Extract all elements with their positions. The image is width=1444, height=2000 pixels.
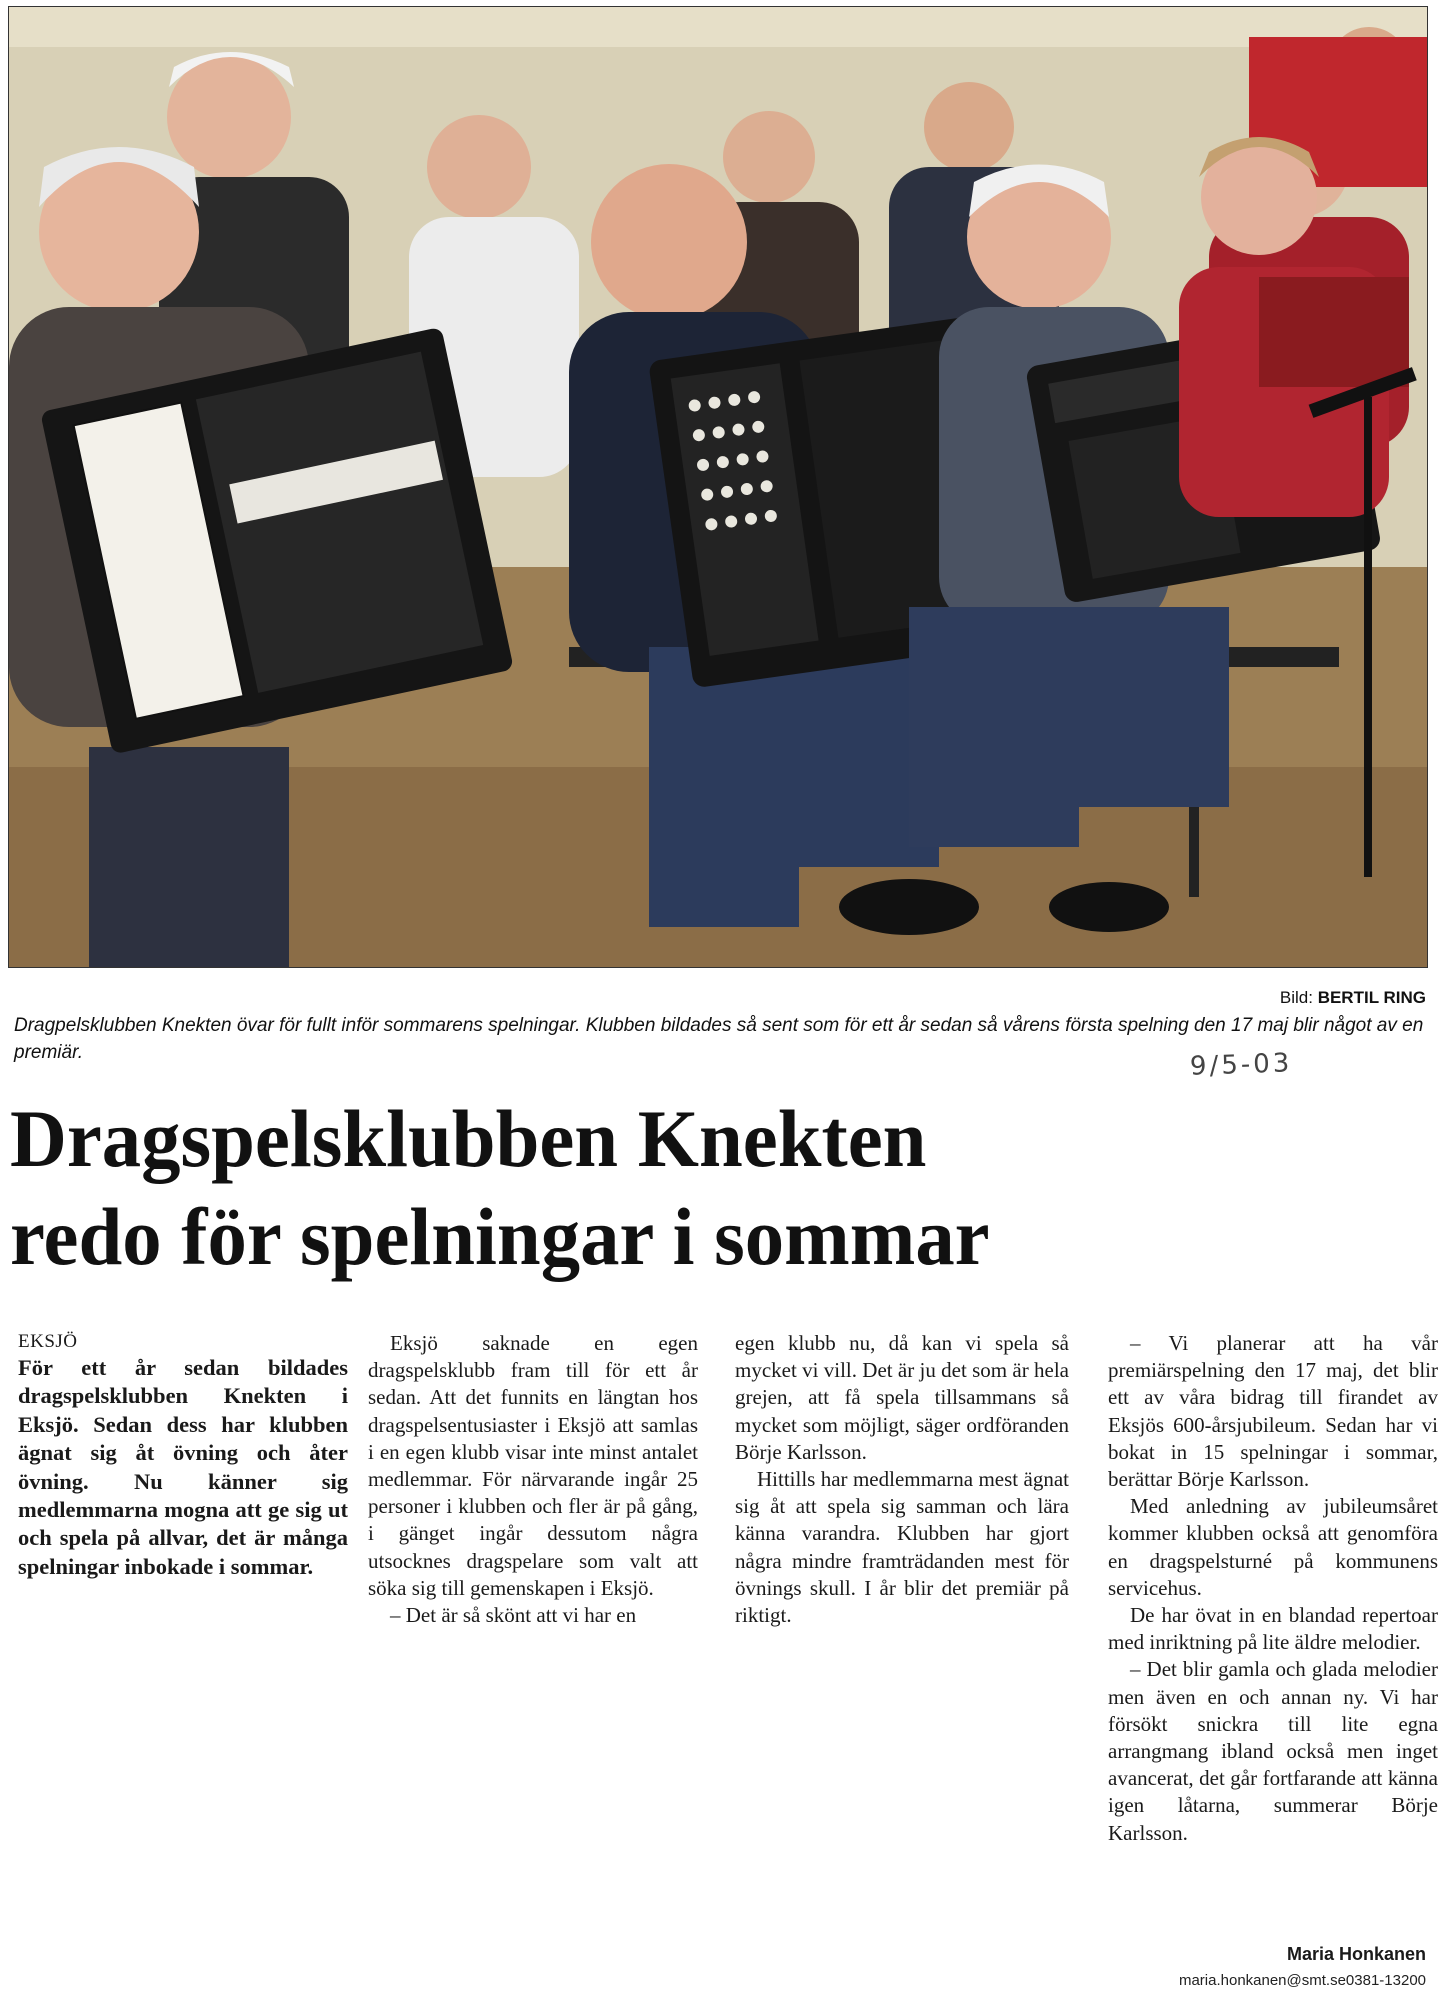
headline-line-2: redo för spelningar i sommar: [10, 1191, 990, 1282]
article-column-2: [368, 1330, 698, 1629]
article-column-4: [1108, 1330, 1438, 1847]
paragraph: – Det blir gamla och glada melodier men även en och annan ny. Vi har försökt snickra till lite egna arrangmang ibland också men inget avancerat, det går fortfarande att känna igen låtarna, summerar Börje Karlsson.: [1108, 1657, 1438, 1845]
paragraph: egen klubb nu, då kan vi spela så mycket vi vill. Det är ju det som är hela grejen, att få spela tillsammans så mycket som möjligt, säger ordföranden Börje Karlsson.: [735, 1331, 1069, 1464]
paragraph: De har övat in en blandad repertoar med inriktning på lite äldre melodier.: [1108, 1603, 1438, 1655]
handwritten-date: 9/5-03: [1189, 1048, 1293, 1082]
paragraph: – Vi planerar att ha vår premiärspelning den 17 maj, det blir ett av våra bidrag till firandet av Eksjös 600-årsjubileum. Sedan har vi bokat in 15 spelningar i sommar, berättar Börje Karlsson.: [1108, 1331, 1438, 1492]
article-column-3: [735, 1330, 1069, 1629]
dateline: EKSJÖ: [18, 1331, 78, 1352]
paragraph: Eksjö saknade en egen dragspelsklubb fram till för ett år sedan. Att det funnits en längtan hos dragspelsentusiaster i Eksjö att samlas i en egen klubb visar inte minst antalet medlemmar. För närvarande ingår 25 personer i klubben och fler är på gång, i gänget ingår dessutom några utsocknes dragspelare som valt att söka sig till gemenskapen i Eksjö.: [368, 1331, 698, 1600]
contact-info: maria.honkanen@smt.se0381-13200: [1178, 1972, 1426, 1989]
ingress: För ett år sedan bildades dragspelsklubben Knekten i Eksjö. Sedan dess har klubben ägnat sig åt övning och åter övning. Nu känner sig medlemmarna mogna att ge sig ut och spela på allvar, det är många spelningar inbokade i sommar.: [18, 1355, 348, 1579]
article-body: [18, 1330, 1438, 1930]
byline: Maria Honkanen: [1286, 1944, 1426, 1964]
accordion-players-photo-icon: [9, 7, 1427, 967]
photo-credit: [1280, 988, 1426, 1008]
photo-credit-name: BERTIL RING: [1317, 988, 1426, 1007]
paragraph: – Det är så skönt att vi har en: [390, 1603, 637, 1628]
article-photo: [8, 6, 1428, 968]
photo-caption: Dragpelsklubben Knekten övar för fullt inför sommarens spelningar. Klubben bildades så sent som för ett år sedan så vårens första spelning den 17 maj blir något av en premiär.: [14, 1015, 1424, 1063]
photo-credit-label: Bild:: [1279, 988, 1313, 1007]
paragraph: Med anledning av jubileumsåret kommer klubben också att genomföra en dragspelsturné på kommunens servicehus.: [1108, 1494, 1438, 1600]
headline: [10, 1090, 1383, 1286]
article-column-1: [18, 1330, 348, 1581]
paragraph: Hittills har medlemmarna mest ägnat sig åt att spela sig samman och lära känna varandra. Klubben har gjort några mindre framträdanden mest för övnings skull. I år blir det premiär på riktigt.: [735, 1467, 1069, 1628]
headline-line-1: Dragspelsklubben Knekten: [10, 1093, 927, 1184]
